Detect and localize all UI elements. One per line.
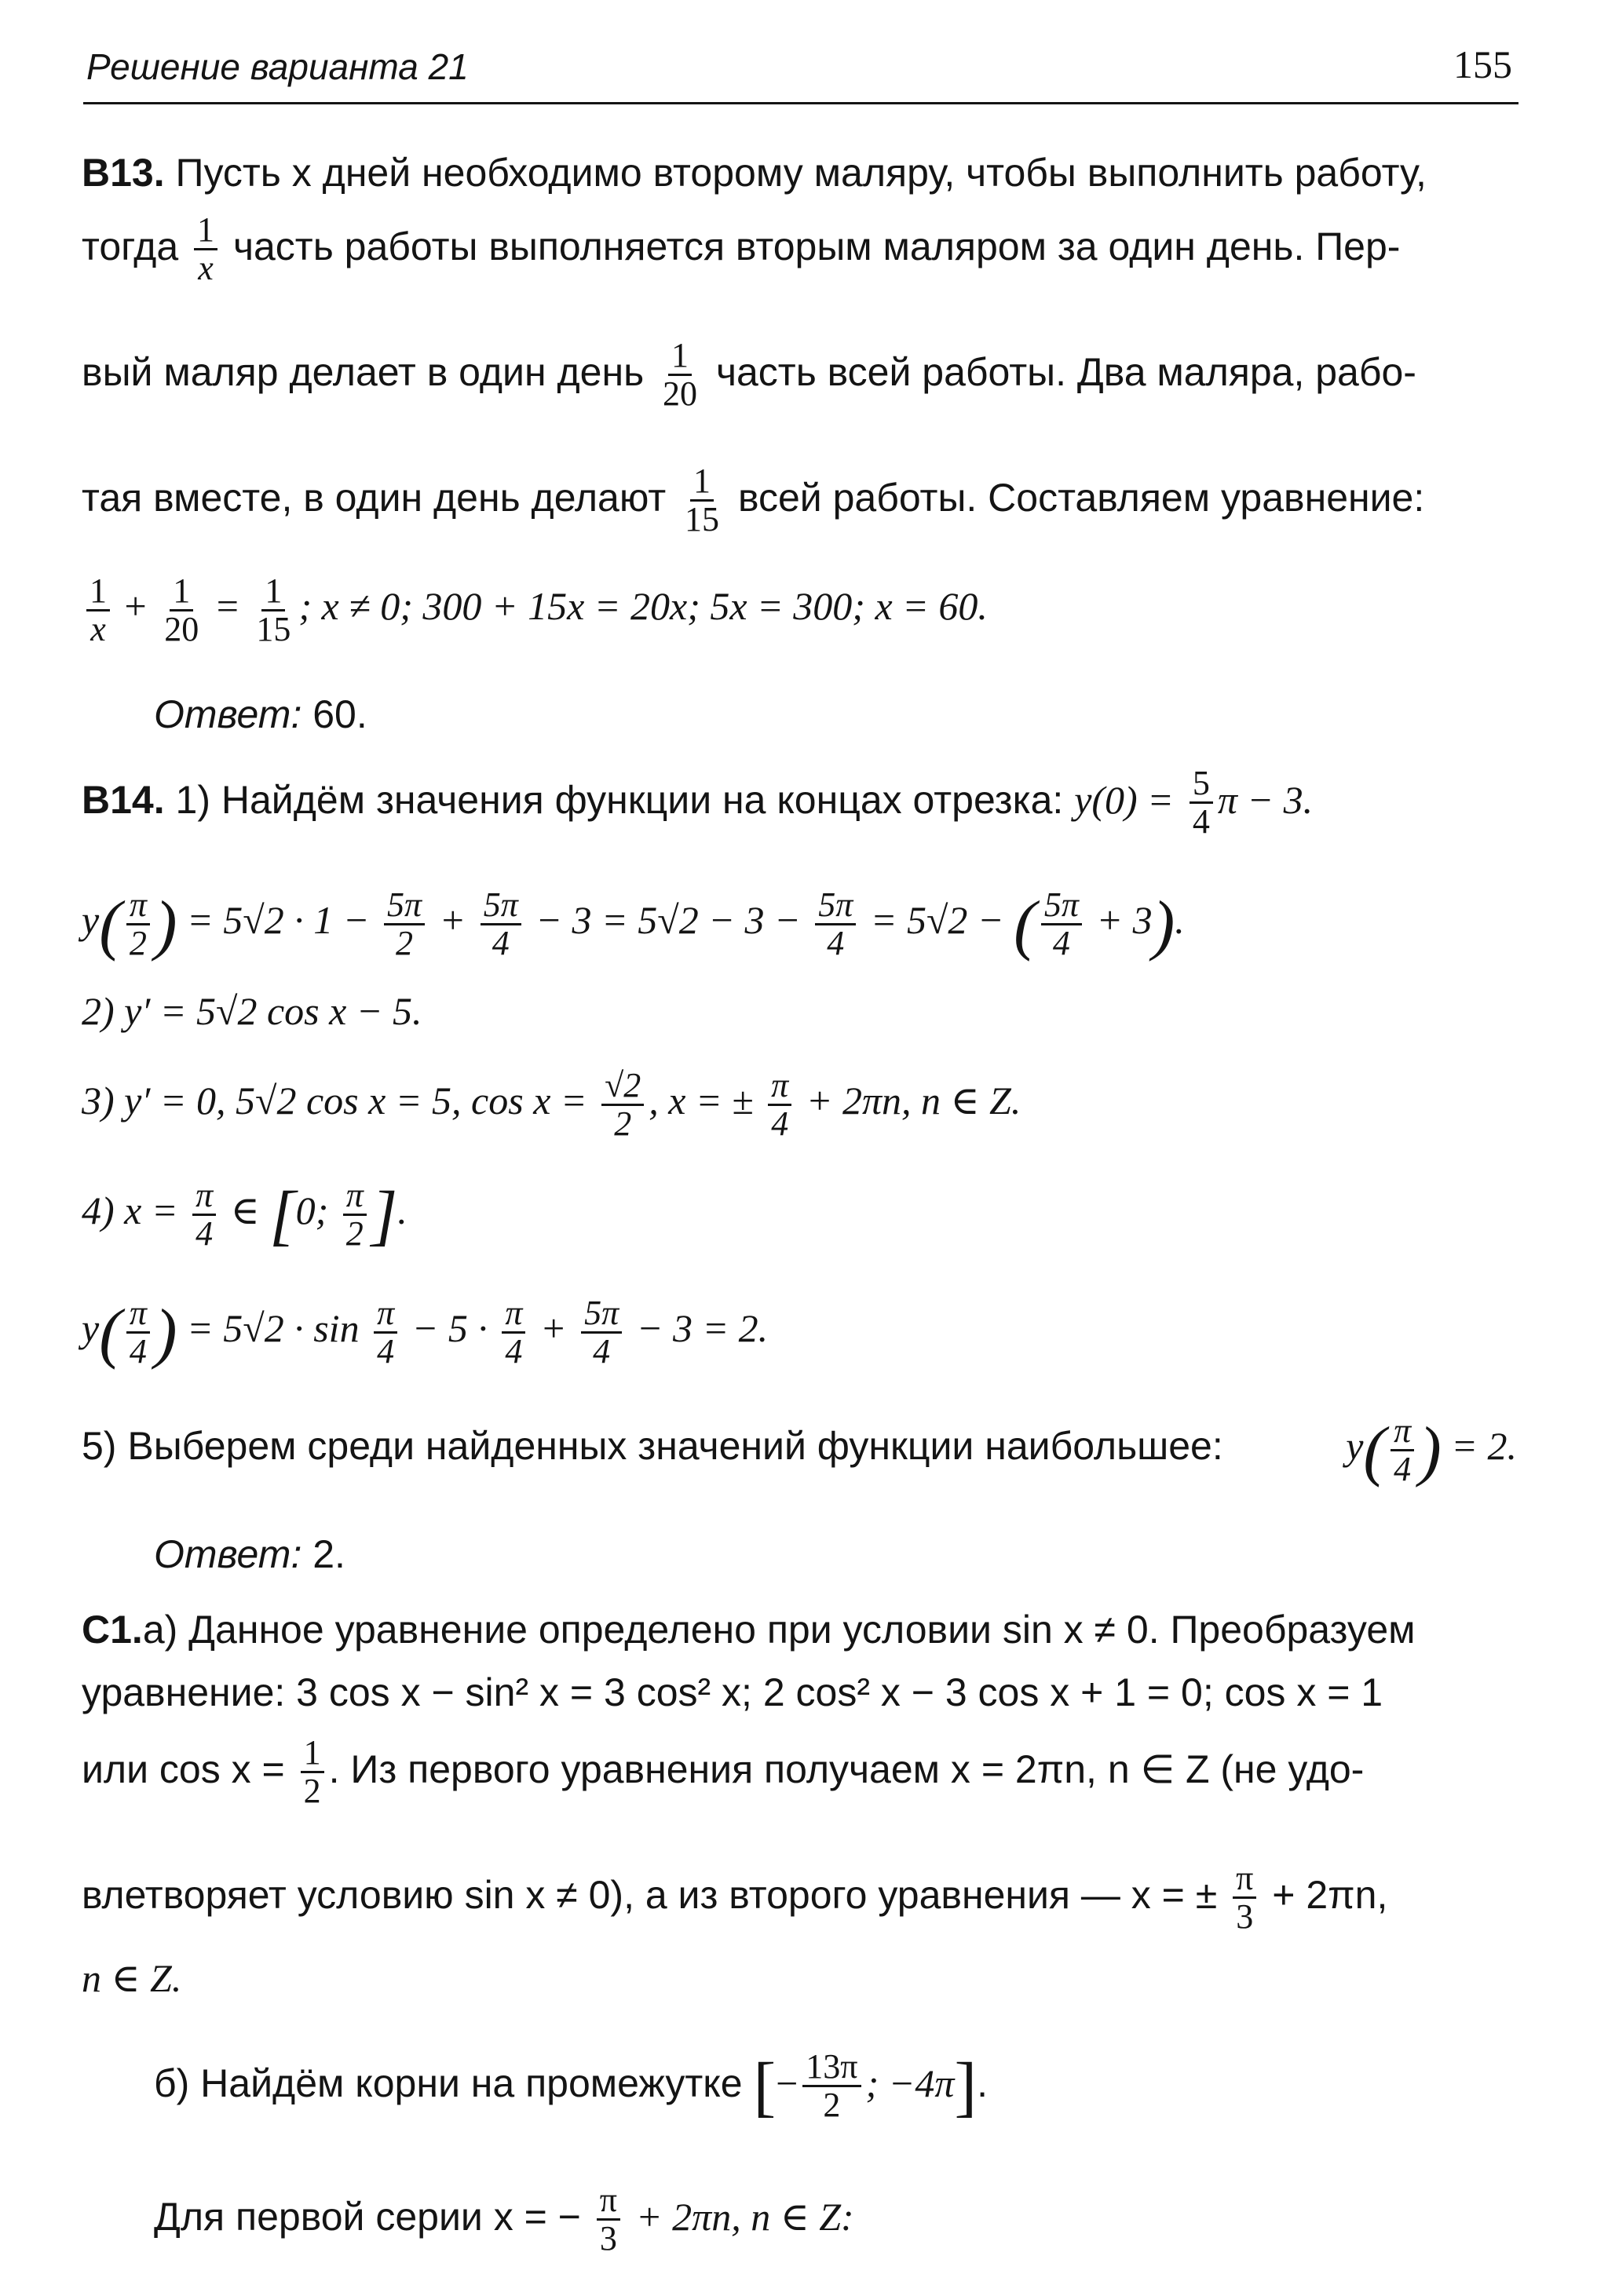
b14-step-5: 5) Выберем среди найденных значений функции наибольшее: y( $\frac{\pi}{4}$ ) = 2. <box>82 1411 1517 1489</box>
b14-y-pi-over-4: y( $\frac{\pi}{4}$ ) = 5√2 · sin $\frac{\pi}{4}$ − 5 · $\frac{\pi}{4}$ + $\frac{5\pi}{4}$ − 3 = 2. <box>82 1294 769 1371</box>
c1-line-4: влетворяет условию sin x ≠ 0), а из второго уравнения — x = ± $\frac{\pi}{3}$ + 2πn, <box>82 1859 1388 1936</box>
b14-y-pi2-start: = 5√2 · 1 − <box>187 898 370 943</box>
answer-value: 60. <box>312 692 367 736</box>
c1-line-2 <box>82 1669 1517 1716</box>
answer-value: 2. <box>312 1532 345 1576</box>
fraction-denominator: 20 <box>663 374 698 414</box>
b14-step-5-text: 5) Выберем среди найденных значений функции наибольшее: <box>82 1424 1223 1469</box>
b13-text-1: Пусть x дней необходимо второму маляру, чтобы выполнить работу, <box>175 151 1427 195</box>
c1-part-b: б) Найдём корни на промежутке [− $\frac{13\pi}{2}$ ; −4π]. <box>154 2047 989 2125</box>
b13-text-4a: тая вместе, в один день делают <box>82 475 667 520</box>
b14-step-5-end: = 2. <box>1451 1424 1517 1469</box>
c1-first-series: Для первой серии x = − $\frac{\pi}{3}$ + 2πn, n ∈ Z: <box>154 2181 854 2258</box>
b13-line-1 <box>82 149 1517 196</box>
fraction-numerator: 1 <box>194 212 217 250</box>
c1-label: C1. <box>82 1608 143 1652</box>
b14-label: B14. <box>82 777 165 822</box>
c1-line-3: или cos x = $\frac{1}{2}$ . Из первого уравнения получаем x = 2πn, n ∈ Z (не удо- <box>82 1733 1365 1811</box>
fraction-numerator: 1 <box>668 338 692 376</box>
b14-step-3-start: 3) y′ = 0, 5√2 cos x = 5, cos x = <box>82 1079 587 1123</box>
c1-text-2: уравнение: 3 cos x − sin² x = 3 cos² x; 2 cos² x − 3 cos x + 1 = 0; cos x = 1 <box>82 1670 1383 1714</box>
b13-answer <box>154 691 367 738</box>
b13-equation-tail: ; x ≠ 0; 300 + 15x = 20x; 5x = 300; x = 60. <box>298 584 988 629</box>
fraction-1-over-x <box>194 212 217 287</box>
b14-step-4: 4) x = $\frac{\pi}{4}$ ∈ [0; $\frac{\pi}{2}$ ]. <box>82 1176 407 1254</box>
fraction-denominator: 15 <box>685 500 720 539</box>
fraction-1-over-15 <box>682 463 722 538</box>
b13-text-2b: часть работы выполняется вторым маляром за один день. Пер- <box>232 224 1401 268</box>
b14-answer <box>154 1531 345 1578</box>
b14-line-1: B14. 1) Найдём значения функции на концах отрезка: y(0) = $\frac{5}{4}$ π − 3. <box>82 764 1314 841</box>
b13-text-4b: всей работы. Составляем уравнение: <box>737 475 1425 520</box>
b13-line-4 <box>82 463 1517 538</box>
c1-line-5: n ∈ Z. <box>82 1956 182 2000</box>
c1-line-1 <box>82 1606 1517 1653</box>
c1-text-1: а) Данное уравнение определено при условии sin x ≠ 0. Преобразуем <box>142 1608 1416 1652</box>
fraction-denominator: x <box>198 249 214 288</box>
answer-label: Ответ: <box>154 692 302 736</box>
b13-text-3b: часть всей работы. Два маляра, рабо- <box>715 349 1416 394</box>
b14-step-1: 1) Найдём значения функции на концах отрезка: <box>175 777 1064 822</box>
c1-text-3a: или cos x = <box>82 1747 285 1791</box>
header-rule <box>83 102 1518 104</box>
b13-label: B13. <box>82 151 165 195</box>
b14-y-pi-over-2: y( $\frac{\pi}{2}$ ) = 5√2 · 1 − $\frac{5\pi}{2}$ + $\frac{5\pi}{4}$ − 3 = 5√2 − 3 − $\frac{5\pi}{4}$ = 5√2 − ( $\frac{5\pi}{4}$ + 3). <box>82 885 1185 963</box>
fraction-numerator: 1 <box>690 463 714 502</box>
c1-series-text: Для первой серии x = − <box>154 2194 581 2239</box>
b13-line-2 <box>82 212 1517 287</box>
b13-equation: $\frac{1}{x}$ + $\frac{1}{20}$ = $\frac{1}{15}$ ; x ≠ 0; 300 + 15x = 20x; 5x = 300; x = 60. <box>82 573 988 648</box>
b14-step-3: 3) y′ = 0, 5√2 cos x = 5, cos x = $\frac{√2}{2}$ , x = ± $\frac{\pi}{4}$ + 2πn, n ∈ Z. <box>82 1066 1021 1144</box>
b14-step-3-mid: , x = ± <box>649 1079 754 1123</box>
c1-text-3b: . Из первого уравнения получаем x = 2πn, n ∈ Z (не удо- <box>328 1747 1365 1791</box>
c1-text-4a: влетворяет условию sin x ≠ 0), а из второго уравнения — x = ± <box>82 1872 1218 1917</box>
page-number: 155 <box>1453 42 1512 86</box>
fraction-1-over-20 <box>660 338 700 412</box>
b14-step-2: 2) y′ = 5√2 cos x − 5. <box>82 989 422 1033</box>
b14-y0: y(0) = <box>1074 777 1174 822</box>
b14-y-pi4-start: = 5√2 · sin <box>187 1306 360 1351</box>
b13-text-2a: тогда <box>82 224 179 268</box>
b14-step-4-start: 4) x = <box>82 1188 178 1233</box>
c1-text-4b: + 2πn, <box>1272 1872 1388 1917</box>
answer-label: Ответ: <box>154 1532 302 1576</box>
b13-line-3 <box>82 338 1517 412</box>
c1-series-end: + 2πn, n ∈ Z: <box>635 2194 854 2239</box>
b14-step-3-end: + 2πn, n ∈ Z. <box>806 1079 1021 1123</box>
running-header-title: Решение варианта 21 <box>86 46 469 87</box>
c1-part-b-text: б) Найдём корни на промежутке <box>154 2061 743 2105</box>
b13-text-3a: вый маляр делает в один день <box>82 349 645 394</box>
